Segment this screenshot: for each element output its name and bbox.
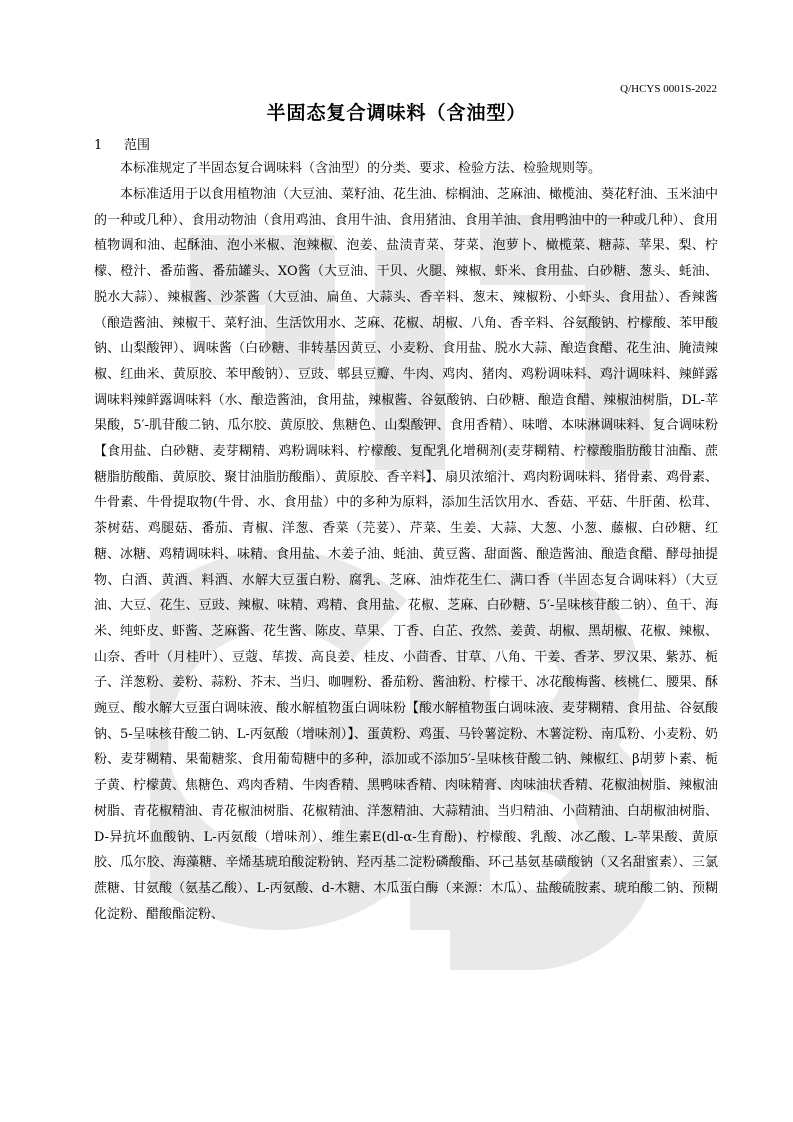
paragraph-scope-summary <box>94 156 718 182</box>
paragraph-scope-detail <box>94 182 718 927</box>
document-code: Q/HCYS 0001S-2022 <box>620 83 717 95</box>
page-title: 半固态复合调味料（含油型） <box>266 102 527 124</box>
paragraph-text: 本标准适用于以食用植物油（大豆油、菜籽油、花生油、棕榈油、芝麻油、橄榄油、葵花籽油、玉米油中的一种或几种）、食用动物油（食用鸡油、食用牛油、食用猪油、食用羊油、食用鸭油中的一种或几种）、食用植物调和油、起酥油、泡小米椒、泡辣椒、泡姜、盐渍青菜、芽菜、泡萝卜、橄榄菜、糖蒜、苹果、梨、柠檬、橙汁、番茄酱、番茄罐头、XO酱（大豆油、干贝、火腿、辣椒、虾米、食用盐、白砂糖、葱头、蚝油、脱水大蒜）、辣椒酱、沙茶酱（大豆油、扁鱼、大蒜头、香辛料、葱末、辣椒粉、小虾头、食用盐）、香辣酱（酿造酱油、辣椒干、菜籽油、生活饮用水、芝麻、花椒、胡椒、八角、香辛料、谷氨酸钠、柠檬酸、苯甲酸钠、山梨酸钾）、调味酱（白砂糖、非转基因黄豆、小麦粉、食用盐、脱水大蒜、酿造食醋、花生油、腌渍辣椒、红曲米、黄原胶、苯甲酸钠）、豆豉、郫县豆瓣、牛肉、鸡肉、猪肉、鸡粉调味料、鸡汁调味料、辣鲜露调味料辣鲜露调味料（水、酿造酱油，食用盐，辣椒酱、谷氨酸钠、白砂糖、酿造食醋、辣椒油树脂，DL-苹果酸，5′-肌苷酸二钠、瓜尔胶、黄原胶、焦糖色、山梨酸钾、食用香精）、味噌、本味淋调味料、复合调味粉【食用盐、白砂糖、麦芽糊精、鸡粉调味料、柠檬酸、复配乳化增稠剂(麦芽糊精、柠檬酸脂肪酸甘油酯、蔗糖脂肪酸酯、黄原胶、聚甘油脂肪酸酯）、黄原胶、香辛料】、扇贝浓缩汁、鸡肉粉调味料、猪骨素、鸡骨素、牛骨素、牛骨提取物(牛骨、水、食用盐）中的多种为原料，添加生活饮用水、香菇、平菇、牛肝菌、松茸、茶树菇、鸡腿菇、番茄、青椒、洋葱、香菜（芫荽）、芹菜、生姜、大蒜、大葱、小葱、藤椒、白砂糖、红糖、冰糖、鸡精调味料、味精、食用盐、木姜子油、蚝油、黄豆酱、甜面酱、酿造酱油、酿造食醋、酵母抽提物、白酒、黄酒、料酒、水解大豆蛋白粉、腐乳、芝麻、油炸花生仁、满口香（半固态复合调味料）（大豆油、大豆、花生、豆豉、辣椒、味精、鸡精、食用盐、花椒、芝麻、白砂糖、5′-呈味核苷酸二钠）、鱼干、海米、纯虾皮、虾酱、芝麻酱、花生酱、陈皮、草果、丁香、白芷、孜然、姜黄、胡椒、黑胡椒、花椒、辣椒、山奈、香叶（月桂叶）、豆蔻、荜拨、高良姜、桂皮、小茴香、甘草、八角、干姜、香茅、罗汉果、紫苏、栀子、洋葱粉、姜粉、蒜粉、芥末、当归、咖喱粉、番茄粉、酱油粉、柠檬干、冰花酸梅酱、核桃仁、腰果、酥豌豆、酸水解大豆蛋白调味液、酸水解植物蛋白调味粉【酸水解植物蛋白调味液、麦芽糊精、食用盐、谷氨酸钠、5-呈味核苷酸二钠、L-丙氨酸（增味剂）】、蛋黄粉、鸡蛋、马铃薯淀粉、木薯淀粉、南瓜粉、小麦粉、奶粉、麦芽糊精、果葡糖浆、食用葡萄糖中的多种，添加或不添加5′-呈味核苷酸二钠、辣椒红、β胡萝卜素、栀子黄、柠檬黄、焦糖色、鸡肉香精、牛肉香精、黑鸭味香精、肉味精膏、肉味油状香精、花椒油树脂、辣椒油树脂、青花椒精油、青花椒油树脂、花椒精油、洋葱精油、大蒜精油、当归精油、小茴精油、白胡椒油树脂、D-异抗坏血酸钠、L-丙氨酸（增味剂）、维生素E(dl-α-生育酚)、柠檬酸、乳酸、冰乙酸、L-苹果酸、黄原胶、瓜尔胶、海藻糖、辛烯基琥珀酸淀粉钠、羟丙基二淀粉磷酸酯、环己基氨基磺酸钠（又名甜蜜素）、三氯蔗糖、甘氨酸（氨基乙酸）、L-丙氨酸、d-木糖、木瓜蛋白酶（来源：木瓜）、盐酸硫胺素、琥珀酸二钠、预糊化淀粉、醋酸酯淀粉、 <box>94 187 719 922</box>
paragraph-text: 本标准规定了半固态复合调味料（含油型）的分类、要求、检验方法、检验规则等。 <box>120 161 602 176</box>
section-title: 范围 <box>124 138 151 153</box>
section-heading <box>94 134 150 153</box>
section-number: 1 <box>94 138 103 153</box>
